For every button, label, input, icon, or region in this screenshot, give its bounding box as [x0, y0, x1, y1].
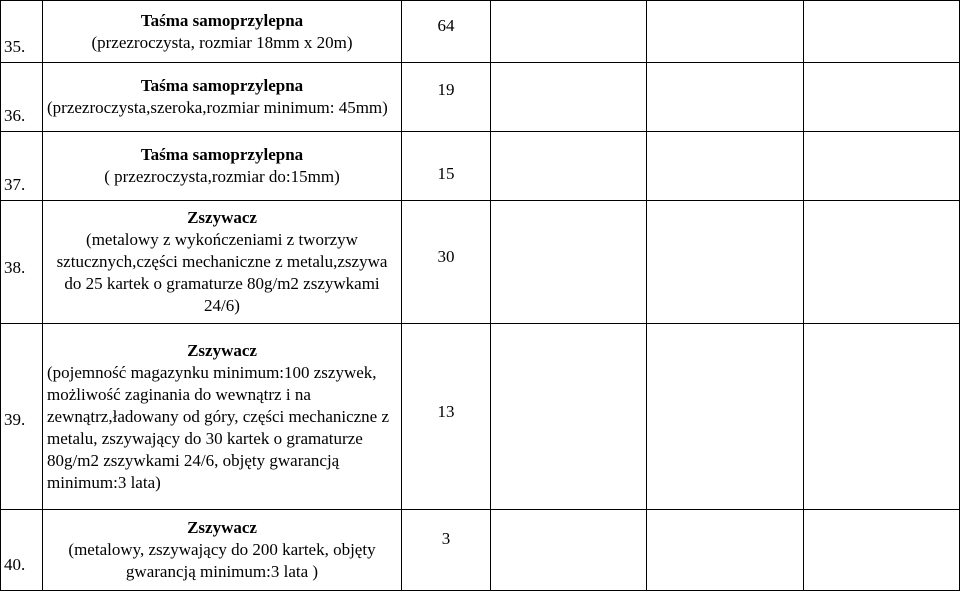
- item-details: (metalowy z wykończeniami z tworzyw sztucznych,części mechaniczne z metalu,zszywa do 25 kartek o gramaturze 80g/m2 zszywkami 24/6): [56, 230, 388, 315]
- item-quantity: [402, 510, 491, 591]
- empty-cell: [647, 324, 803, 510]
- empty-cell: [491, 201, 647, 324]
- item-description: [43, 1, 402, 63]
- item-quantity: [402, 324, 491, 510]
- row-number: [1, 324, 43, 510]
- item-title: Taśma samoprzylepna: [140, 145, 304, 164]
- item-details: (pojemność magazynku minimum:100 zszywek, możliwość zaginania do wewnątrz i na zewnątrz,ładowany od góry, części mechaniczne z metalu, zszywający do 30 kartek o gramaturze 80g/m2 zszywkami 24/6, objęty gwarancją minimum:3 lata): [47, 362, 390, 492]
- empty-cell: [491, 1, 647, 63]
- empty-cell: [803, 324, 959, 510]
- item-quantity: [402, 1, 491, 63]
- item-title: Taśma samoprzylepna: [140, 10, 304, 30]
- empty-cell: [647, 201, 803, 324]
- quantity-text: 13: [437, 401, 455, 421]
- empty-cell: [803, 1, 959, 63]
- empty-cell: [803, 132, 959, 201]
- table-row: [1, 63, 960, 132]
- empty-cell: [491, 63, 647, 132]
- row-number-text: 40.: [4, 555, 26, 574]
- quantity-text: 19: [437, 80, 455, 99]
- item-details: (przezroczysta, rozmiar 18mm x 20m): [91, 32, 353, 52]
- quantity-text: 3: [441, 529, 451, 548]
- item-description: [43, 132, 402, 201]
- item-title: Zszywacz: [187, 518, 257, 537]
- item-description: [43, 63, 402, 132]
- item-title: Taśma samoprzylepna: [140, 76, 304, 95]
- empty-cell: [491, 132, 647, 201]
- item-description: [43, 510, 402, 591]
- empty-cell: [491, 510, 647, 591]
- row-number-text: 39.: [4, 410, 26, 429]
- empty-cell: [491, 324, 647, 510]
- empty-cell: [647, 132, 803, 201]
- empty-cell: [803, 63, 959, 132]
- empty-cell: [647, 1, 803, 63]
- table-row: [1, 510, 960, 591]
- table-row: [1, 132, 960, 201]
- quantity-text: 30: [437, 247, 455, 266]
- empty-cell: [647, 510, 803, 591]
- item-description: [43, 324, 402, 510]
- item-quantity: [402, 201, 491, 324]
- item-details: ( przezroczysta,rozmiar do:15mm): [104, 167, 340, 186]
- row-number: [1, 132, 43, 201]
- item-quantity: [402, 132, 491, 201]
- item-title: Zszywacz: [187, 208, 257, 227]
- item-details: (metalowy, zszywający do 200 kartek, objęty gwarancją minimum:3 lata ): [68, 540, 376, 581]
- row-number: [1, 63, 43, 132]
- item-title: Zszywacz: [187, 340, 257, 360]
- row-number-text: 36.: [4, 106, 26, 125]
- item-description: [43, 201, 402, 324]
- item-details: (przezroczysta,szeroka,rozmiar minimum: 45mm): [47, 98, 388, 117]
- item-quantity: [402, 63, 491, 132]
- empty-cell: [647, 63, 803, 132]
- row-number: [1, 201, 43, 324]
- table-row: [1, 1, 960, 63]
- table-row: [1, 324, 960, 510]
- quantity-text: 64: [437, 15, 455, 35]
- row-number-text: 38.: [4, 258, 26, 277]
- row-number: [1, 510, 43, 591]
- row-number-text: 35.: [4, 37, 26, 56]
- empty-cell: [803, 201, 959, 324]
- quantity-text: 15: [437, 164, 455, 183]
- table-row: [1, 201, 960, 324]
- row-number: [1, 1, 43, 63]
- row-number-text: 37.: [4, 175, 26, 194]
- empty-cell: [803, 510, 959, 591]
